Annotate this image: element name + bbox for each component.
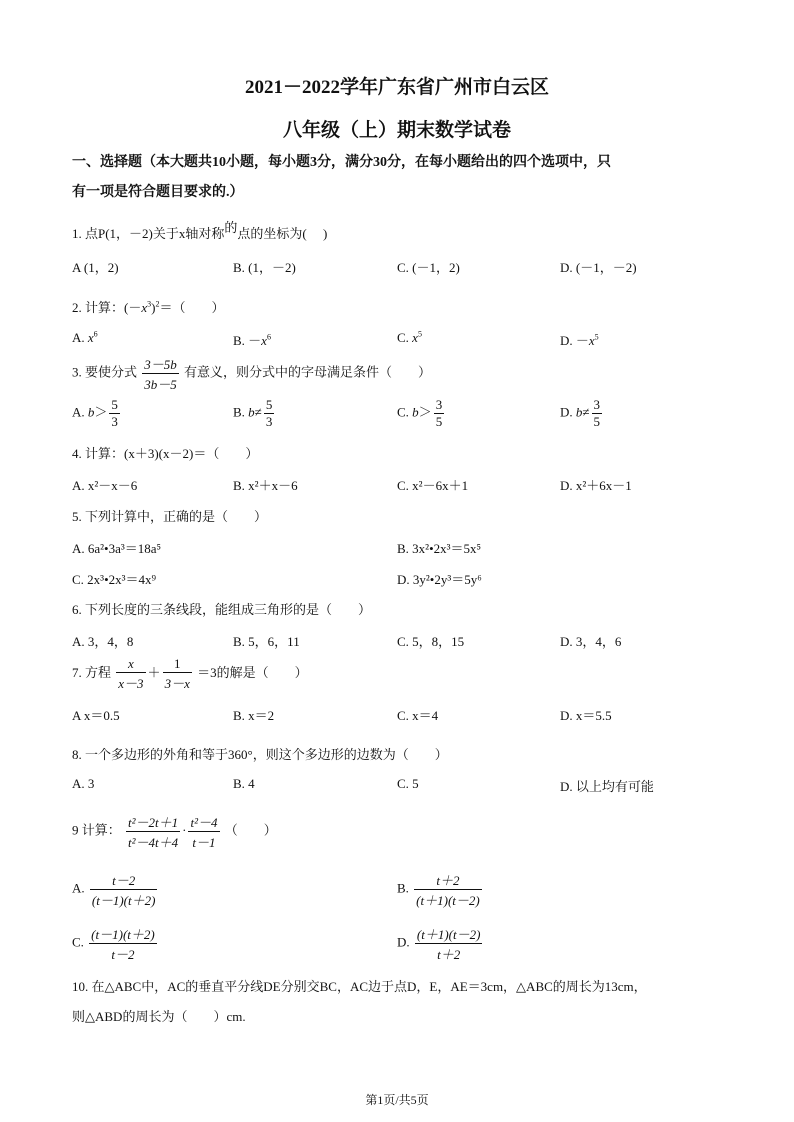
q7-fraction-2: $\frac{1}{3-x}$ bbox=[164, 656, 190, 691]
q8-option-a: A. 3 bbox=[72, 776, 95, 791]
question-10-stem: 10. 在△ABC中，AC的垂直平分线DE分别交BC，AC边于点D，E，AE＝3cm，△ABC的周长为13cm， bbox=[72, 979, 647, 994]
q2-option-b: B. $-x^6$ bbox=[233, 332, 271, 348]
q3-option-d: D. b≠ $\frac{3}{5}$ bbox=[560, 397, 601, 429]
question-9-stem: 9 计算： $\frac{\text{t²－2t＋1}}{\text{t²－4t＋4}}$ · $\frac{\text{t²－4}}{t-1}$ （ ） bbox=[72, 812, 277, 851]
q2-stem-a: 2. 计算：(－ bbox=[72, 300, 142, 315]
q2-exp2: 2 bbox=[155, 299, 160, 309]
question-5-stem: 5. 下列计算中，正确的是（ ） bbox=[72, 509, 268, 524]
q2-stem-c: ＝（ ） bbox=[159, 300, 225, 315]
section-heading: 一、选择题（本大题共10小题，每小题3分，满分30分，在每小题给出的四个选项中，只 bbox=[72, 155, 611, 170]
q8-option-b: B. 4 bbox=[233, 776, 255, 791]
q1-option-a: A (1，2) bbox=[72, 260, 119, 275]
q4-option-c: C. x²－6x＋1 bbox=[397, 478, 469, 493]
q5-option-d: D. 3y²•2y³＝5y⁶ bbox=[397, 572, 482, 587]
q2-option-c: C. $x^5$ bbox=[397, 329, 422, 345]
q5-option-a: A. 6a²•3a³＝18a⁵ bbox=[72, 541, 162, 556]
q1-option-b: B. (1，－2) bbox=[233, 260, 296, 275]
q6-option-d: D. 3，4，6 bbox=[560, 634, 622, 649]
section-heading-cont: 有一项是符合题目要求的.） bbox=[72, 185, 244, 200]
question-1-stem bbox=[72, 220, 328, 242]
q2-stem-b: ) bbox=[151, 300, 156, 315]
q1-option-c: C. (－1，2) bbox=[397, 260, 460, 275]
q1-option-d: D. (－1，－2) bbox=[560, 260, 637, 275]
q3-fraction: $\frac{3-5b}{3b-5}$ bbox=[144, 357, 177, 392]
q2-option-a: A. $x^6$ bbox=[72, 329, 98, 345]
q3-stem-b: 有意义，则分式中的字母满足条件（ ） bbox=[184, 364, 432, 380]
question-8-stem: 8. 一个多边形的外角和等于360°，则这个多边形的边数为（ ） bbox=[72, 747, 448, 762]
question-7-stem: 7. 方程 $\frac{x}{x-3}$ ＋ $\frac{1}{3-x}$ ＝3的解是（ ） bbox=[72, 656, 308, 691]
q7-stem-b: ＝3的解是（ ） bbox=[197, 664, 308, 680]
page-subtitle: 八年级（上）期末数学试卷 bbox=[282, 120, 511, 141]
q1-stem-c: 点的坐标为( ) bbox=[237, 226, 328, 241]
question-10-stem-cont: 则△ABD的周长为（ ）cm. bbox=[72, 1009, 246, 1024]
q9-stem-b: （ ） bbox=[224, 822, 277, 838]
q9-fraction-1: $\frac{\text{t²－2t＋1}}{\text{t²－4t＋4}}$ bbox=[128, 815, 179, 850]
q4-option-a: A. x²－x－6 bbox=[72, 478, 138, 493]
q5-option-b: B. 3x²•2x³＝5x⁵ bbox=[397, 541, 482, 556]
q8-option-c: C. 5 bbox=[397, 776, 419, 791]
q1-stem-a: 1. 点P(1，－2)关于x轴对称 bbox=[72, 226, 225, 241]
page-number: 第1页/共5页 bbox=[365, 1093, 429, 1107]
q4-option-b: B. x²＋x－6 bbox=[233, 478, 298, 493]
q9-fraction-2: $\frac{\text{t²－4}}{t-1}$ bbox=[190, 815, 218, 850]
q2-var: x bbox=[141, 300, 148, 315]
q1-stem-b: 的 bbox=[224, 220, 238, 235]
q3-option-b: B. b≠ $\frac{5}{3}$ bbox=[233, 397, 273, 429]
q9-option-c: C. $\frac{(t-1)(t+2)}{t-2}$ bbox=[72, 927, 155, 962]
q3-option-c: C. b＞ $\frac{3}{5}$ bbox=[397, 397, 443, 429]
q6-option-c: C. 5，8，15 bbox=[397, 634, 465, 649]
q7-option-b: B. x＝2 bbox=[233, 708, 275, 723]
q3-option-a: A. b＞ $\frac{5}{3}$ bbox=[72, 397, 118, 429]
q6-option-a: A. 3，4，8 bbox=[72, 634, 134, 649]
q9-stem-a: 9 计算： bbox=[72, 822, 121, 838]
q9-option-b: B. $\frac{t+2}{(t+1)(t-2)}$ bbox=[397, 873, 480, 908]
q7-stem-a: 7. 方程 bbox=[72, 664, 112, 680]
q3-stem-a: 3. 要使分式 bbox=[72, 364, 138, 380]
q2-exp: 3 bbox=[147, 299, 152, 309]
q8-option-d: D. 以上均有可能 bbox=[560, 779, 654, 794]
question-4-stem: 4. 计算：(x＋3)(x－2)＝（ ） bbox=[72, 446, 259, 461]
q7-option-a: A x＝0.5 bbox=[72, 708, 120, 723]
q7-option-d: D. x＝5.5 bbox=[560, 708, 612, 723]
q9-option-d: D. $\frac{(t+1)(t-2)}{t+2}$ bbox=[397, 927, 481, 962]
question-6-stem: 6. 下列长度的三条线段，能组成三角形的是（ ） bbox=[72, 602, 372, 617]
page-title: 2021－2022学年广东省广州市白云区 bbox=[244, 77, 549, 98]
q7-fraction-1: $\frac{x}{x-3}$ bbox=[118, 656, 144, 691]
q5-option-c: C. 2x³•2x³＝4x⁹ bbox=[72, 572, 157, 587]
q4-option-d: D. x²＋6x－1 bbox=[560, 478, 632, 493]
q9-option-a: A. $\frac{t-2}{(t-1)(t+2)}$ bbox=[72, 873, 156, 908]
question-3-stem bbox=[72, 354, 431, 393]
q7-option-c: C. x＝4 bbox=[397, 708, 439, 723]
question-2-stem bbox=[72, 297, 224, 316]
q2-option-d: D. $-x^5$ bbox=[560, 332, 599, 348]
q6-option-b: B. 5，6，11 bbox=[233, 634, 300, 649]
